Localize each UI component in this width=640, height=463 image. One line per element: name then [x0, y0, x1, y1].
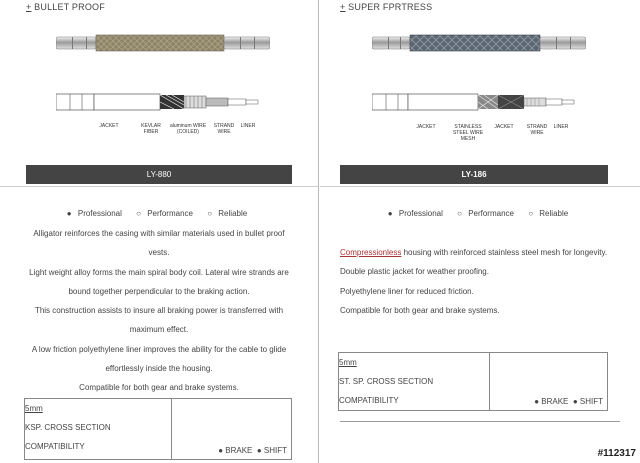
cable-cutaway-diagram	[56, 90, 270, 114]
compat-shift: SHIFT	[263, 446, 287, 455]
model-band: LY-186	[340, 165, 608, 184]
description	[340, 243, 610, 320]
divider	[0, 186, 318, 187]
section-title	[26, 2, 105, 12]
spec-size: 5mm	[25, 404, 43, 413]
feature-professional: ● Professional	[387, 209, 443, 218]
diagram-label: STRAND WIRE	[213, 123, 235, 135]
section-title	[340, 2, 432, 12]
cable-cutaway-diagram	[372, 90, 586, 114]
divider	[320, 186, 640, 187]
section-title-text: SUPER FPRTRESS	[348, 2, 433, 12]
feature-reliable: ○ Reliable	[207, 209, 248, 218]
bottom-rule	[340, 421, 620, 422]
spec-size: 5mm	[339, 358, 357, 367]
title-marker: +	[340, 2, 346, 12]
spec-cross-section: ST. SP. CROSS SECTION	[339, 377, 434, 386]
feature-list	[320, 209, 640, 218]
compat-shift: SHIFT	[579, 397, 603, 406]
model-band: LY-880	[26, 165, 292, 184]
diagram-label: JACKET	[416, 124, 436, 130]
spec-compatibility-label: COMPATIBILITY	[25, 442, 85, 451]
compatibility-options: ● BRAKE ● SHIFT	[218, 446, 287, 455]
spec-right-cell	[172, 399, 292, 460]
paragraph: This construction assists to insure all braking power is transferred with maximum effect.	[34, 306, 284, 335]
cable-photo-super-fortress	[372, 32, 586, 54]
feature-reliable: ○ Reliable	[528, 209, 569, 218]
compatibility-options: ● BRAKE ● SHIFT	[534, 397, 603, 406]
paragraph: Light weight alloy forms the main spiral body coil. Lateral wire strands are bound together perpendicular to the braking action.	[29, 267, 289, 296]
cable-photo-bullet-proof	[56, 32, 270, 54]
product-column-super-fortress	[320, 0, 640, 463]
spec-table	[24, 398, 292, 460]
diagram-label: aluminum WIRE (COILED)	[169, 123, 207, 135]
compat-brake: BRAKE	[225, 446, 253, 455]
diagram-label: LINER	[553, 124, 569, 130]
spec-right-cell	[490, 353, 608, 411]
paragraph: Double plastic jacket for weather proofing.	[340, 267, 489, 277]
paragraph-keyword: Compressionless	[340, 248, 402, 257]
paragraph-text: housing with reinforced stainless steel mesh for longevity.	[401, 248, 608, 257]
paragraph	[340, 243, 610, 262]
paragraph: Polyethylene liner for reduced friction.	[340, 286, 474, 296]
compat-brake: BRAKE	[541, 397, 569, 406]
spec-cross-section: KSP. CROSS SECTION	[25, 423, 111, 432]
diagram-label: STRAND WIRE	[526, 124, 548, 136]
feature-professional: ● Professional	[66, 209, 122, 218]
diagram-label: KEVLAR FIBER	[141, 123, 161, 135]
feature-performance: ○ Performance	[136, 209, 193, 218]
diagram-label: LINER	[240, 123, 256, 129]
paragraph: Compatible for both gear and brake systems.	[79, 383, 239, 393]
title-marker: +	[26, 2, 32, 12]
diagram-label: STAINLESS STEEL WIRE MESH	[452, 124, 484, 142]
feature-list	[0, 209, 318, 218]
spec-compatibility-label: COMPATIBILITY	[339, 396, 399, 405]
diagram-label: JACKET	[99, 123, 119, 129]
feature-performance: ○ Performance	[457, 209, 514, 218]
reference-number: #112317	[597, 448, 636, 459]
description	[22, 224, 296, 398]
diagram-label: JACKET	[494, 124, 514, 130]
section-title-text: BULLET PROOF	[34, 2, 105, 12]
spec-left-cell	[339, 353, 490, 411]
paragraph: A low friction polyethylene liner improves the ability for the cable to glide effortlessly inside the housing.	[31, 344, 287, 374]
paragraph: Compatible for both gear and brake systems.	[340, 305, 500, 315]
spec-left-cell	[25, 399, 172, 460]
paragraph: Alligator reinforces the casing with similar materials used in bullet proof vests.	[33, 229, 285, 258]
product-column-bullet-proof	[0, 0, 319, 463]
spec-table	[338, 352, 608, 411]
